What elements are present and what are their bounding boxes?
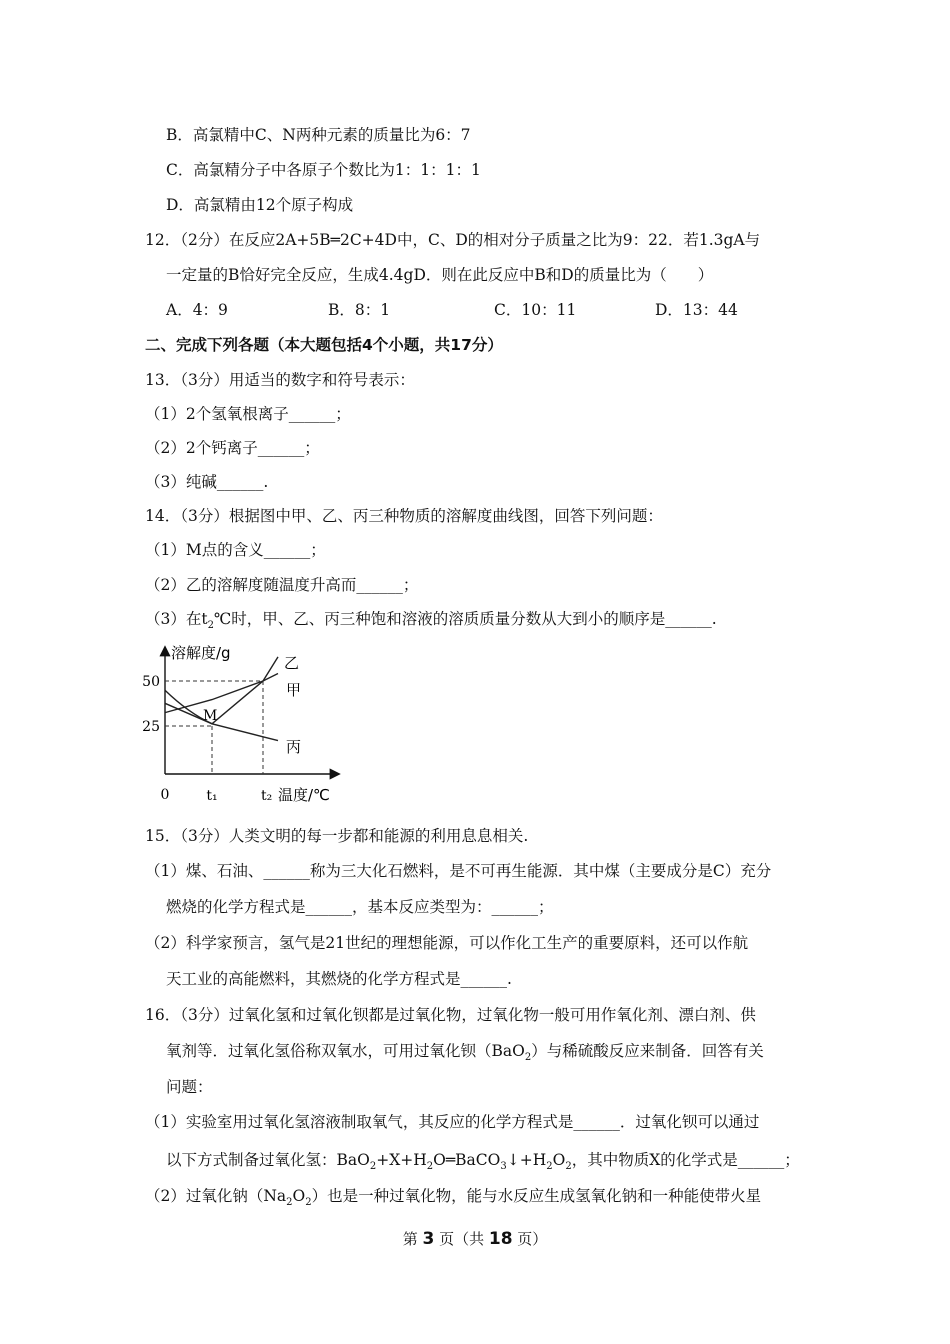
q12-option-a: A．4：9	[166, 301, 228, 319]
q12-stem-line2: 一定量的B恰好完全反应，生成4.4gD．则在此反应中B和D的质量比为（ ）	[166, 266, 714, 284]
solubility-chart-svg	[138, 640, 358, 810]
q15-stem: 15．（3分）人类文明的每一步都和能源的利用息息相关.	[145, 827, 529, 845]
total-pages: 18	[488, 1229, 513, 1249]
y-axis-label: 溶解度/g	[171, 644, 231, 662]
q16-stem-line3: 问题：	[166, 1078, 213, 1096]
q12-stem-line1: 12．（2分）在反应2A+5B═2C+4D中，C、D的相对分子质量之比为9：22．若1.3gA与	[145, 231, 761, 249]
q16-part2-line1: （2）过氧化钠$(Na_2O_2)$也是一种过氧化物，能与水反应生成氢氧化钠和一种能使带火星	[145, 1187, 762, 1209]
legend-jia: 甲	[286, 681, 302, 699]
page-footer: 第 3 页（共 18 页）	[402, 1229, 548, 1249]
x-axis-label: 温度/℃	[278, 786, 330, 804]
q11-option-c: C．高氯精分子中各原子个数比为1：1：1：1	[166, 161, 481, 179]
q14-part1: （1）M点的含义______；	[145, 541, 326, 559]
x-tick-t2: t₂	[261, 788, 273, 804]
solubility-chart	[138, 640, 358, 810]
q15-part1-line1: （1）煤、石油、______称为三大化石燃料，是不可再生能源．其中煤（主要成分是C）充分	[145, 862, 772, 880]
y-tick-50: 50	[142, 674, 160, 690]
series-jia-curve	[165, 674, 278, 713]
section-heading: 二、完成下列各题（本大题包括4个小题，共17分）	[145, 336, 503, 354]
origin-label: 0	[160, 787, 170, 803]
q14-stem: 14．（3分）根据图中甲、乙、丙三种物质的溶解度曲线图，回答下列问题：	[145, 507, 663, 525]
q14-part2: （2）乙的溶解度随温度升高而______；	[145, 576, 419, 594]
q11-option-b: B．高氯精中C、N两种元素的质量比为6：7	[166, 126, 471, 144]
q16-part1-line2: 以下方式制备过氧化氢：$BaO_2+X+H_2O═BaCO_3↓+H_2O_2$，其中物质X的化学式是______；	[166, 1151, 800, 1173]
q16-part1-line1: （1）实验室用过氧化氢溶液制取氧气，其反应的化学方程式是______．过氧化钡可以通过	[145, 1113, 760, 1131]
x-tick-t1: t₁	[206, 788, 218, 804]
series-yi-curve	[165, 657, 278, 724]
q12-option-c: C．10：11	[494, 301, 577, 319]
q13-part2: （2）2个钙离子______；	[145, 439, 320, 457]
q16-stem-line2: 氧剂等．过氧化氢俗称双氧水，可用过氧化钡（BaO$_2$）与稀硫酸反应来制备．回答有关	[166, 1042, 764, 1064]
page-number: 3	[422, 1229, 435, 1249]
q15-part2-line2: 天工业的高能燃料，其燃烧的化学方程式是______.	[166, 970, 512, 988]
q14-part3: （3）在$t_2℃$时，甲、乙、丙三种饱和溶液的溶质质量分数从大到小的顺序是______.	[145, 610, 717, 632]
legend-bing: 丙	[286, 738, 302, 756]
series-bing-curve	[165, 703, 278, 740]
q16-stem-line1: 16．（3分）过氧化氢和过氧化钡都是过氧化物，过氧化物一般可用作氧化剂、漂白剂、供	[145, 1006, 756, 1024]
q13-stem: 13．（3分）用适当的数字和符号表示：	[145, 371, 415, 389]
q13-part3: （3）纯碱______.	[145, 473, 269, 491]
legend-yi: 乙	[284, 654, 300, 672]
point-m-label: M	[203, 708, 218, 724]
q15-part2-line1: （2）科学家预言，氢气是21世纪的理想能源，可以作化工生产的重要原料，还可以作航	[145, 934, 749, 952]
q13-part1: （1）2个氢氧根离子______；	[145, 405, 351, 423]
q11-option-d: D．高氯精由12个原子构成	[166, 196, 354, 214]
q15-part1-line2: 燃烧的化学方程式是______，基本反应类型为：______；	[166, 898, 554, 916]
q12-option-b: B．8：1	[328, 301, 391, 319]
y-tick-25: 25	[142, 719, 160, 735]
q12-option-d: D．13：44	[655, 301, 738, 319]
